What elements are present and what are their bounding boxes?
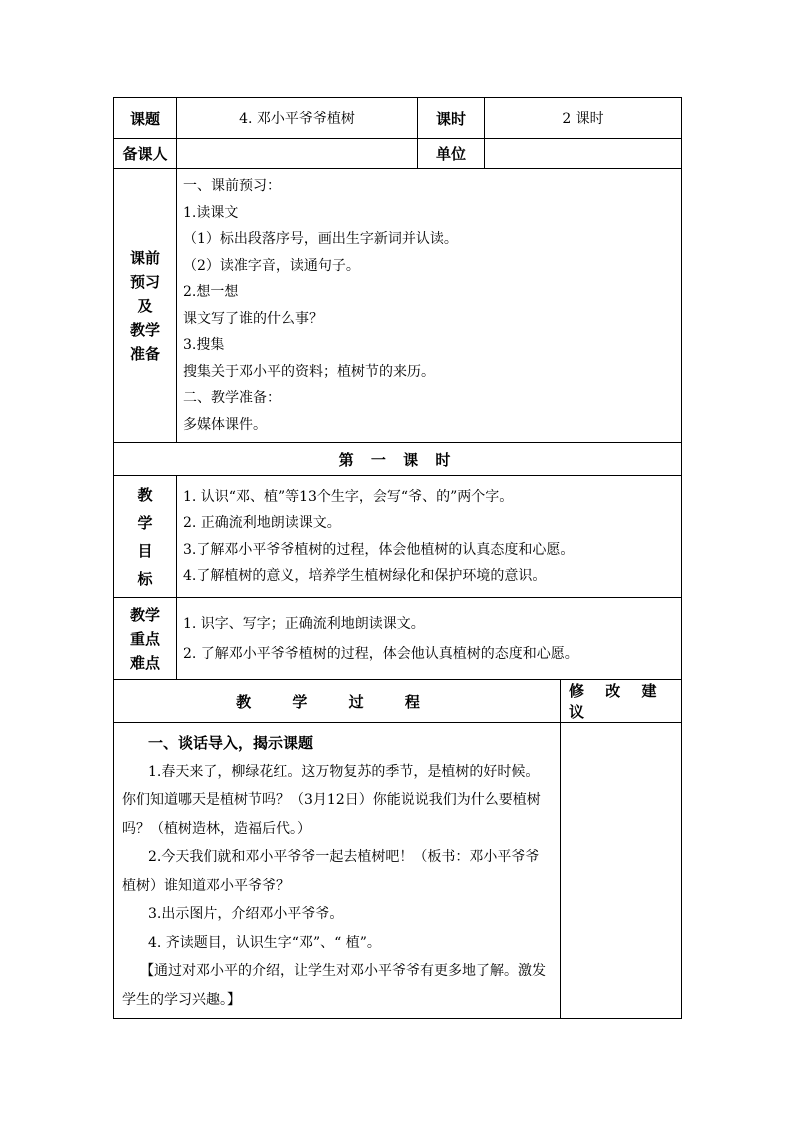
header-row-preparer — [114, 139, 682, 169]
lesson-plan-table — [113, 97, 682, 1019]
prep-line: （2）读准字音，读通句子。 — [183, 257, 360, 274]
process-paragraph: 2.今天我们就和邓小平爷爷一起去植树吧！（板书：邓小平爷爷植树）谁知道邓小平爷爷？ — [122, 849, 540, 894]
prep-line: 2.想一想 — [183, 284, 239, 300]
prep-label — [114, 169, 177, 443]
process-header: 教 学 过 程 — [114, 680, 561, 723]
preparer-label: 备课人 — [114, 139, 177, 169]
prep-label-line: 预习 — [129, 272, 160, 291]
prep-label-line: 准备 — [129, 344, 160, 363]
unit-value — [485, 139, 682, 169]
prep-line: 1.读课文 — [183, 204, 239, 221]
goals-label-line: 目 — [137, 541, 153, 560]
process-header-row — [114, 680, 682, 723]
goal-line: 1. 认识“邓、植”等13个生字，会写“爷、的”两个字。 — [183, 488, 514, 505]
lesson-title-row — [114, 443, 682, 476]
prep-content — [177, 169, 682, 443]
key-points-label — [114, 598, 177, 680]
prep-label-line: 教学 — [129, 320, 160, 339]
goals-row — [114, 476, 682, 598]
goals-label — [114, 476, 177, 598]
goal-line: 2. 正确流利地朗读课文。 — [183, 515, 341, 531]
prep-line: 二、教学准备： — [183, 390, 281, 406]
prep-line: 3.搜集 — [183, 337, 225, 353]
key-points-label-line: 教学 — [129, 605, 160, 624]
key-points-label-line: 重点 — [129, 629, 160, 648]
goal-line: 3.了解邓小平爷爷植树的过程，体会他植树的认真态度和心愿。 — [183, 541, 575, 558]
goals-label-line: 教 — [137, 485, 153, 504]
process-content — [114, 723, 561, 1019]
prep-line: 多媒体课件。 — [183, 416, 267, 433]
prep-label-line: 及 — [137, 296, 153, 315]
key-points-row — [114, 598, 682, 680]
topic-label: 课题 — [114, 98, 177, 139]
prep-label-line: 课前 — [129, 248, 160, 267]
key-point-line: 1. 识字、写字；正确流利地朗读课文。 — [183, 615, 425, 632]
period-value: 2 课时 — [485, 98, 682, 139]
goals-content — [177, 476, 682, 598]
revision-content — [561, 723, 682, 1019]
key-point-line: 2. 了解邓小平爷爷植树的过程，体会他认真植树的态度和心愿。 — [183, 645, 579, 662]
revision-header: 修 改 建 议 — [561, 680, 682, 723]
period-label: 课时 — [418, 98, 485, 139]
key-points-content — [177, 598, 682, 680]
process-paragraph: 3.出示图片，介绍邓小平爷爷。 — [148, 906, 344, 922]
goals-label-line: 标 — [137, 569, 153, 588]
process-paragraph: 4. 齐读题目，认识生字“邓”、“ 植”。 — [148, 934, 381, 951]
prep-line: （1）标出段落序号，画出生字新词并认读。 — [183, 231, 458, 247]
topic-value: 4. 邓小平爷爷植树 — [177, 98, 418, 139]
process-section-title: 一、谈话导入，揭示课题 — [148, 734, 314, 752]
prep-line: 一、课前预习： — [183, 178, 281, 194]
key-points-label-line: 难点 — [129, 653, 160, 672]
prep-line: 搜集关于邓小平的资料；植树节的来历。 — [183, 363, 435, 380]
goals-label-line: 学 — [137, 513, 153, 532]
process-body-row — [114, 723, 682, 1019]
process-paragraph: 1.春天来了，柳绿花红。这万物复苏的季节，是植树的好时候。你们知道哪天是植树节吗？（3月12日）你能说说我们为什么要植树吗？（植树造林，造福后代。） — [122, 763, 541, 837]
header-row-topic — [114, 98, 682, 139]
prep-line: 课文写了谁的什么事？ — [183, 310, 323, 327]
preparer-value — [177, 139, 418, 169]
lesson-title: 第 一 课 时 — [114, 443, 682, 476]
goal-line: 4.了解植树的意义，培养学生植树绿化和保护环境的意识。 — [183, 568, 547, 584]
prep-row — [114, 169, 682, 443]
unit-label: 单位 — [418, 139, 485, 169]
process-note: 【通过对邓小平的介绍，让学生对邓小平爷爷有更多地了解。激发学生的学习兴趣。】 — [122, 963, 546, 1008]
